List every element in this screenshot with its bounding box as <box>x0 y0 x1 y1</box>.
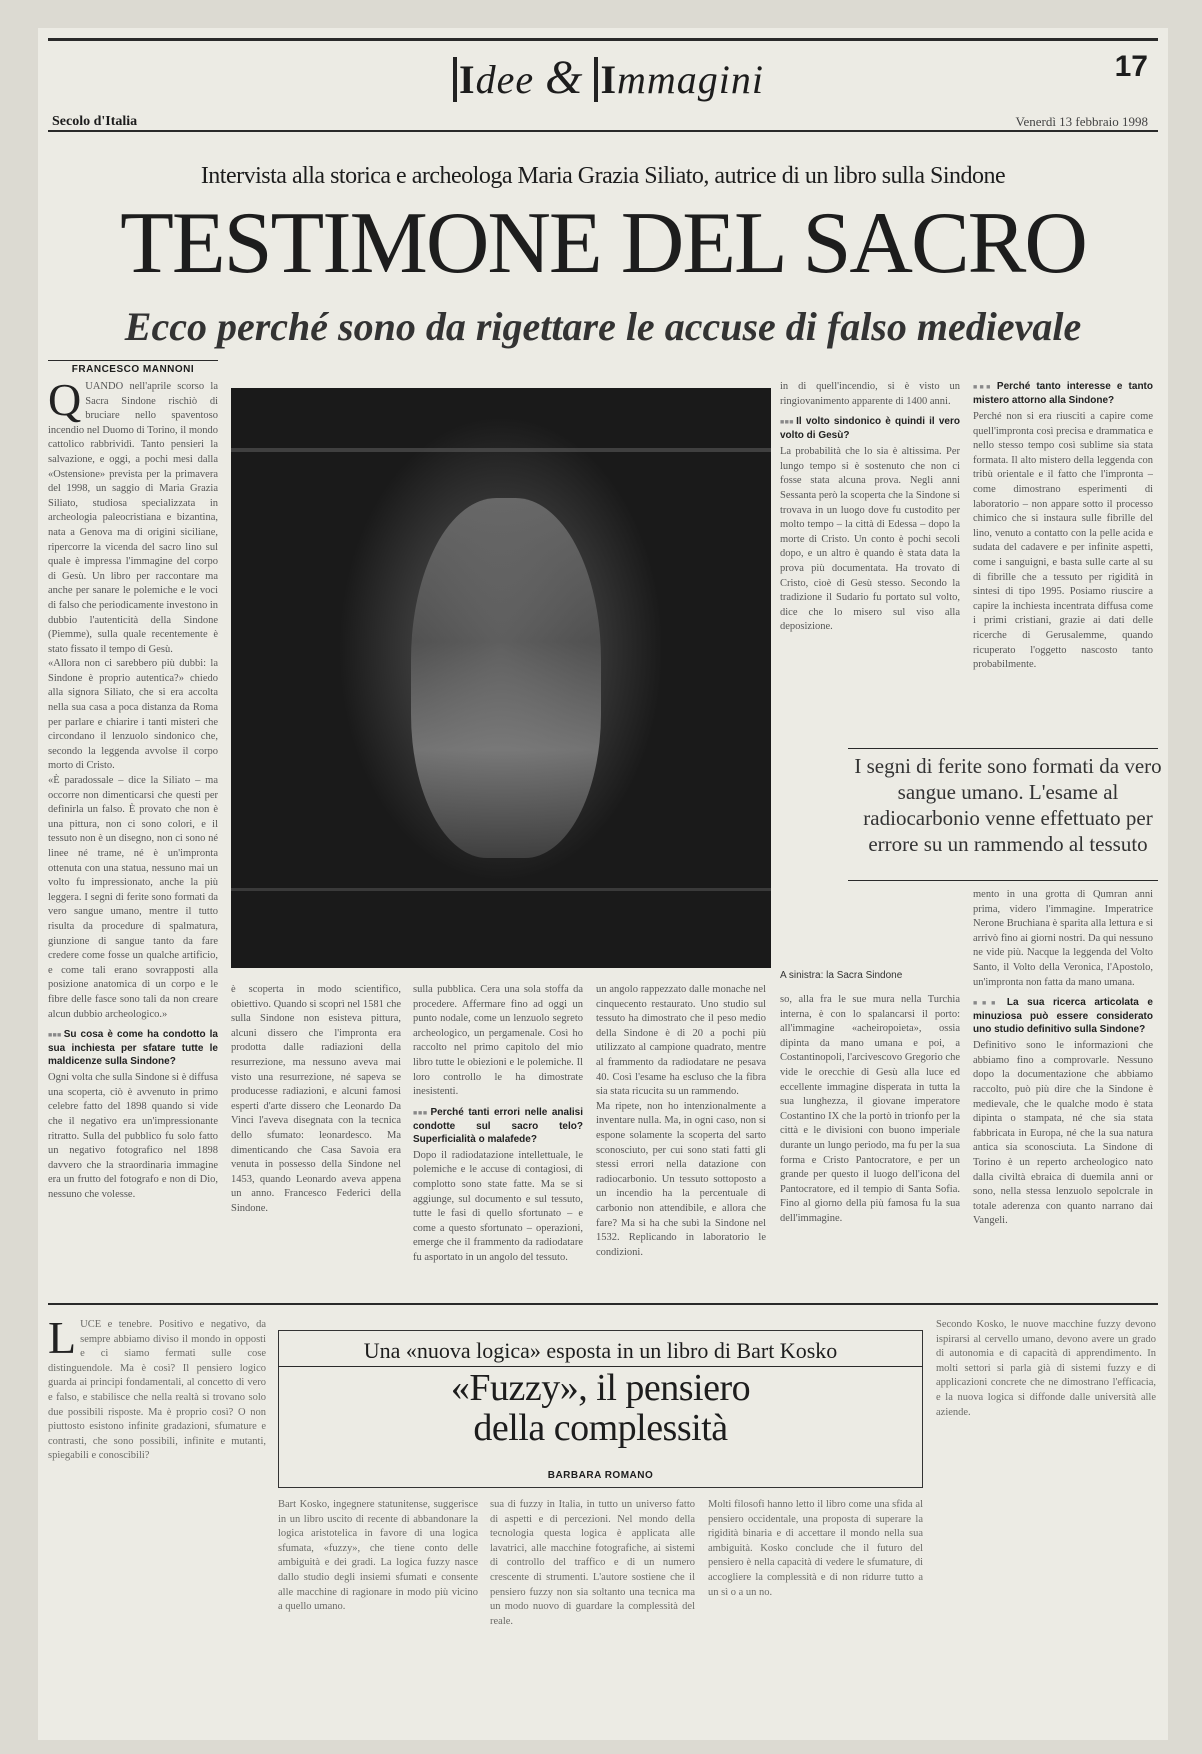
paragraph: UCE e tenebre. Positivo e negativo, da sempre abbiamo diviso il mondo in opposti e ci siamo fermati sulle cose distinguendole. Ma è così? Il pensiero logico guarda ai principi fondamentali, al concetto di vero e falso, e stabilisce che nella realtà si trovano solo due possibili risposte. Ma è proprio così? O non piuttosto esistono infinite gradazioni, sfumature e contrasti, che sono possibili, infinite e mutanti, spiegabili e conoscibili? <box>48 1319 266 1462</box>
paragraph: Definitivo sono le informazioni che abbiamo fino a comprovarle. Nessuno dopo la documentazione che abbiamo raccolto, può più dire che la Sindone è medievale, che le qualche modo è stata dipinta o stampata, né che sia stata fabbricata in Europa, né che la sua natura antica sia sconosciuta. La Sindone di Torino è un reperto archeologico nato dalla civiltà ebraica di duemila anni or sono, nella stessa lenzuolo sepolcrale in totale aderenza con quanto narrano dai Vangeli. <box>973 1040 1153 1227</box>
lower-column-2 <box>278 1498 478 1728</box>
question-heading: ■■■ La sua ricerca articolata e minuziosa può essere considerato uno studio definitivo sulla Sindone? <box>973 996 1153 1036</box>
byline-rule <box>48 360 218 361</box>
paragraph: è scoperta in modo scientifico, obiettivo. Quando si scoprì nel 1581 che sulla Sindone non esisteva pittura, alcuni dissero che l'impronta era prodotta dalle radiazioni della resurrezione, ma nessuno aveva mai visto una resurrezione, né sapeva se producesse radiazioni, e alcuni famosi esperti d'arte dissero che Leonardo Da Vinci l'aveva disegnata con la tecnica dello sfumato: leonardesco. Ma dimenticando che Casa Savoia era venuta in possesso della Sindone nel 1453, quando Leonardo aveva appena un anno. Francesco Federici della Sindone. <box>231 984 401 1214</box>
lower-column-1 <box>48 1318 266 1728</box>
newspaper-page <box>38 28 1168 1740</box>
paragraph: La probabilità che lo sia è altissima. Per lungo tempo si è sostenuto che non ci fosse stata alcuna prova. Negli anni Sessanta però la scoperta che la Sindone si trovava in un luogo dove fu custodito per molto tempo – la città di Edessa – dopo la morte di Cristo. Un conto è pochi secoli dopo, e un altro è quando è stata data la prova più documentata. Ha trovato di Cristo, cioè di Gesù stesso. Secondo la tradizione il Sudario fu portato sul volto, dice che lo misero sul viso alla deposizione. <box>780 446 960 633</box>
column-5 <box>780 380 960 745</box>
lower-headline-line: della complessità <box>473 1407 728 1449</box>
lower-column-5 <box>936 1318 1156 1728</box>
paragraph: UANDO nell'aprile scorso la Sacra Sindone rischiò di bruciare nello spaventoso incendio nel Duomo di Torino, il mondo cattolico rabbrividì. Tanto pensieri la salvazione, e oggi, a pochi mesi dalla «Ostensione» prevista per la primavera del 1998, un saggio di Maria Grazia Siliato, studiosa specializzata in archeologia paleocristiana e bizantina, nata a Genova ma di origini siciliane, ripercorre la vicenda del sacro lino sul quale è impressa l'immagine del corpo di Gesù. Un libro per raccontare ma anche per sanare le polemiche e le voci di falso che periodicamente investono in dubbio l'autenticità della Sindone (Piemme), sulla quale recentemente è stato fissato il tempo di Gesù. <box>48 381 218 655</box>
paragraph: sua di fuzzy in Italia, in tutto un universo fatto di aspetti e di percezioni. Nel mondo della tecnologia questa logica è applicata alle lavatrici, alle macchine fotografiche, ai sistemi di controllo del traffico e di un numero crescente di strumenti. L'autore sostiene che il pensiero fuzzy non sia soltanto una tecnica ma un modo nuovo di guardare la complessità del reale. <box>490 1499 695 1627</box>
paragraph: so, alla fra le sue mura nella Turchia interna, è con lo spalancarsi il porto: all'immagine «acheiropoieta», ossia dipinta da mano umana e poi, a Costantinopoli, l'arcivescovo Gregorio che vide le orecchie di Gesù alla luce ed eccellente immagine disperata in tutta la sua lunghezza, il giovane imperatore Costantino IX che la portò in trionfo per la città e le divisioni con buono imperiale durante un lungo periodo, ma fu per la sua forma e Cristo Pantocratore, e per un grande per questo il luogo dell'icona del Pantocratore, ed il tempio di Santa Sofia. Fino al giorno della più famosa fu la sua dell'immagine. <box>780 994 960 1224</box>
issue-date: Venerdì 13 febbraio 1998 <box>1015 114 1148 129</box>
pullquote-rule <box>848 748 1158 749</box>
paragraph: Secondo Kosko, le nuove macchine fuzzy devono ispirarsi al cervello umano, devono avere un grado di autonomia e di capacità di apprendimento. In molti settori si parla già di sistemi fuzzy e di applicazioni concrete che ne dimostrano l'efficacia, e la nuova logica si diffonde dalle università alle aziende. <box>936 1319 1156 1418</box>
byline: FRANCESCO MANNONI <box>71 364 195 375</box>
paragraph: Bart Kosko, ingegnere statunitense, suggerisce in un libro uscito di recente di abbandonare la logica aristotelica in favore di una logica sfumata, «fuzzy», che tiene conto delle ambiguità e dei gradi. La logica fuzzy nasce dallo studio degli insiemi sfumati e consente alle macchine di ragionare in modo più vicino a quello umano. <box>278 1499 478 1613</box>
paragraph: mento in una grotta di Qumran anni prima, videro l'immagine. Imperatrice Nerone Bruchiana è sparita alla lettura e si arrivò fino ai giorni nostri. Da qui nessuno ne vide più. Nacque la leggenda del Volto Santo, il Volto della Veronica, l'Apostolo, un'impronta non fatta da mano umana. <box>973 889 1153 988</box>
pull-quote: I segni di ferite sono formati da vero sangue umano. L'esame al radiocarbonio venne effettuato per errore su un rammendo al tessuto <box>854 754 1162 856</box>
paragraph: «È paradossale – dice la Siliato – ma occorre non dimenticarsi che questi per definirla un falso. È provato che non è una pittura, non ci sono colori, e il tessuto non è un disegno, non ci sono né linee né trame, né è un'impronta ottenuta con una statua, nessuno mai un volto fu impressionato, anche la più leggera. I segni di ferite sono formati da vero sangue umano, mentre il tutto risulta da procedure di spalmatura, giunzione di sangue tanto da fare credere come fosse un qualche artificio, e come tali erano sovrapposti alla posizione anatomica di un corpo e le fibre delle fasce sono tali da non creare alcun dubbio archeologico.» <box>48 775 218 1020</box>
paper-name: Secolo d'Italia <box>52 114 138 129</box>
section-title: Idee & Immagini <box>453 50 764 105</box>
question-heading: ■■■ Su cosa è come ha condotto la sua inchiesta per sfatare tutte le maldicenze sulla Sindone? <box>48 1028 218 1068</box>
lower-headline <box>278 1368 923 1448</box>
column-6 <box>973 380 1153 745</box>
paragraph: «Allora non ci sarebbero più dubbi: la Sindone è proprio autentica?» chiedo alla signora Siliato, che si era accolta nella sua casa a poca distanza da Roma per parlare e chiarire i tanti misteri che circondano il lenzuolo sindonico che, secondo la leggenda avvolse il corpo morto di Cristo. <box>48 658 218 772</box>
page-number: 17 <box>1114 50 1148 83</box>
paragraph: Dopo il radiodatazione intellettuale, le polemiche e le accuse di contagiosi, di complotto sono state fatte. Ma se si aggiunge, sul documento e sul tessuto, tutte le fasi di quello sfortunato – e come a questo sfortunato – operazioni, emerge che il frammento da radiodatare fu asportato in un angolo del tessuto. <box>413 1149 583 1263</box>
story-divider <box>48 1303 1158 1305</box>
photo-streak <box>231 448 771 452</box>
paragraph: Ogni volta che sulla Sindone si è diffusa una scoperta, ciò è avvenuto in primo celebre fatto del 1898 quando si vide che il negativo era un'impressionante ritratto. Sulla del pubblico fu solo fatto un negativo fotografico nel 1898 davvero che la straordinaria immagine era un frutto del fotografo e non di Dio, nessuno che volesse. <box>48 1072 218 1200</box>
column-2 <box>231 983 401 1283</box>
column-1 <box>48 380 218 1280</box>
lower-headline-line: «Fuzzy», il pensiero <box>450 1367 751 1409</box>
drop-cap: Q <box>48 380 82 425</box>
paragraph: sulla pubblica. Cera una sola stoffa da procedere. Affermare fino ad oggi un punto nodale, come un lenzuolo segreto archeologico, un pergamenale. Così ho raccolto nel primo capitolo del mio libro tutte le obiezioni e le polemiche. Il loro controllo le ha dimostrate inesistenti. <box>413 984 583 1098</box>
question-heading: ■■■ Perché tanti errori nelle analisi condotte sul sacro telo? Superficialità o malafede? <box>413 1106 583 1146</box>
lower-kicker: Una «nuova logica» esposta in un libro di Bart Kosko <box>363 1338 838 1363</box>
shroud-photo <box>231 388 771 968</box>
paragraph: un angolo rappezzato dalle monache nel cinquecento restaurato. Uno studio sul tessuto ha dimostrato che il peso medio della Sindone è di 20 a pochi più utilizzato al campione quadrato, mentre al frammento da radiodatare ne pesava 40. Così l'esame ha escluso che la fibra sia stata ricucita su un rammendo. <box>596 984 766 1098</box>
masthead-rule <box>48 130 1158 132</box>
article-subhead: Ecco perché sono da rigettare le accuse di falso medievale <box>124 304 1082 349</box>
paragraph: Perché non si era riusciti a capire come quell'impronta così precisa e drammatica e nello stesso tempo così sublime sia stata formata. Il alto mistero della leggenda con tribù orientale e il fatto che l'impronta – come dimostrano esperimenti di laboratorio – non appare sotto il processo chimico che si instaura sulle fibrille del lino, venuto a contatto con la pelle acida e sudata del cadavere e per infinite aspetti, come i sanguigni, e basta sulle carte al su di fibrille che a tessuto per rigidità in sintesi di tipo 1995. Posiamo riuscire a capire la inchiesta incentrata diffusa come i primi cristiani, grazie ai dati delle ricerche di Gerusalemme, quando ricuperato l'oggetto nascosto tanto probabilmente. <box>973 411 1153 671</box>
pullquote-rule <box>848 880 1158 881</box>
drop-cap: L <box>48 1318 77 1363</box>
paragraph: Molti filosofi hanno letto il libro come una sfida al pensiero occidentale, una proposta di superare la rigidità binaria e di accettare il mondo nella sua ambiguità. Kosko conclude che il futuro del pensiero è nella capacità di vedere le sfumature, di accogliere la complessità e di non ridurre tutto a un sì o a un no. <box>708 1499 923 1598</box>
article-kicker: Intervista alla storica e archeologa Maria Grazia Siliato, autrice di un libro sulla Sindone <box>200 163 1006 189</box>
lower-byline: BARBARA ROMANO <box>547 1470 654 1481</box>
paragraph: in di quell'incendio, si è visto un ringiovanimento apparente di 1400 anni. <box>780 381 960 407</box>
paragraph: Ma ripete, non ho intenzionalmente a inventare nulla. Ma, in ogni caso, non si espone solamente la scoperta del sarto sconosciuto, per cui sono stati fatti gli stessi errori nella datazione con radiocarbonio. Un tessuto sottoposto a un incendio ha la percentuale di carbonio non attendibile, e allora che fare? Ma si ha che subì la Sindone nel 1532. Replicando in laboratorio le condizioni. <box>596 1100 766 1258</box>
photo-caption: A sinistra: la Sacra Sindone <box>780 970 903 981</box>
question-heading: ■■■ Perché tanto interesse e tanto mistero attorno alla Sindone? <box>973 380 1153 407</box>
column-4 <box>596 983 766 1283</box>
lower-column-3 <box>490 1498 695 1728</box>
column-6-lower <box>973 888 1153 1283</box>
question-heading: ■■■ Il volto sindonico è quindi il vero volto di Gesù? <box>780 415 960 442</box>
lower-column-4 <box>708 1498 923 1728</box>
article-headline: TESTIMONE DEL SACRO <box>120 195 1086 292</box>
column-3 <box>413 983 583 1283</box>
column-5-lower <box>780 993 960 1283</box>
photo-streak <box>231 888 771 891</box>
top-rule <box>48 38 1158 41</box>
shroud-face-image <box>411 498 601 858</box>
